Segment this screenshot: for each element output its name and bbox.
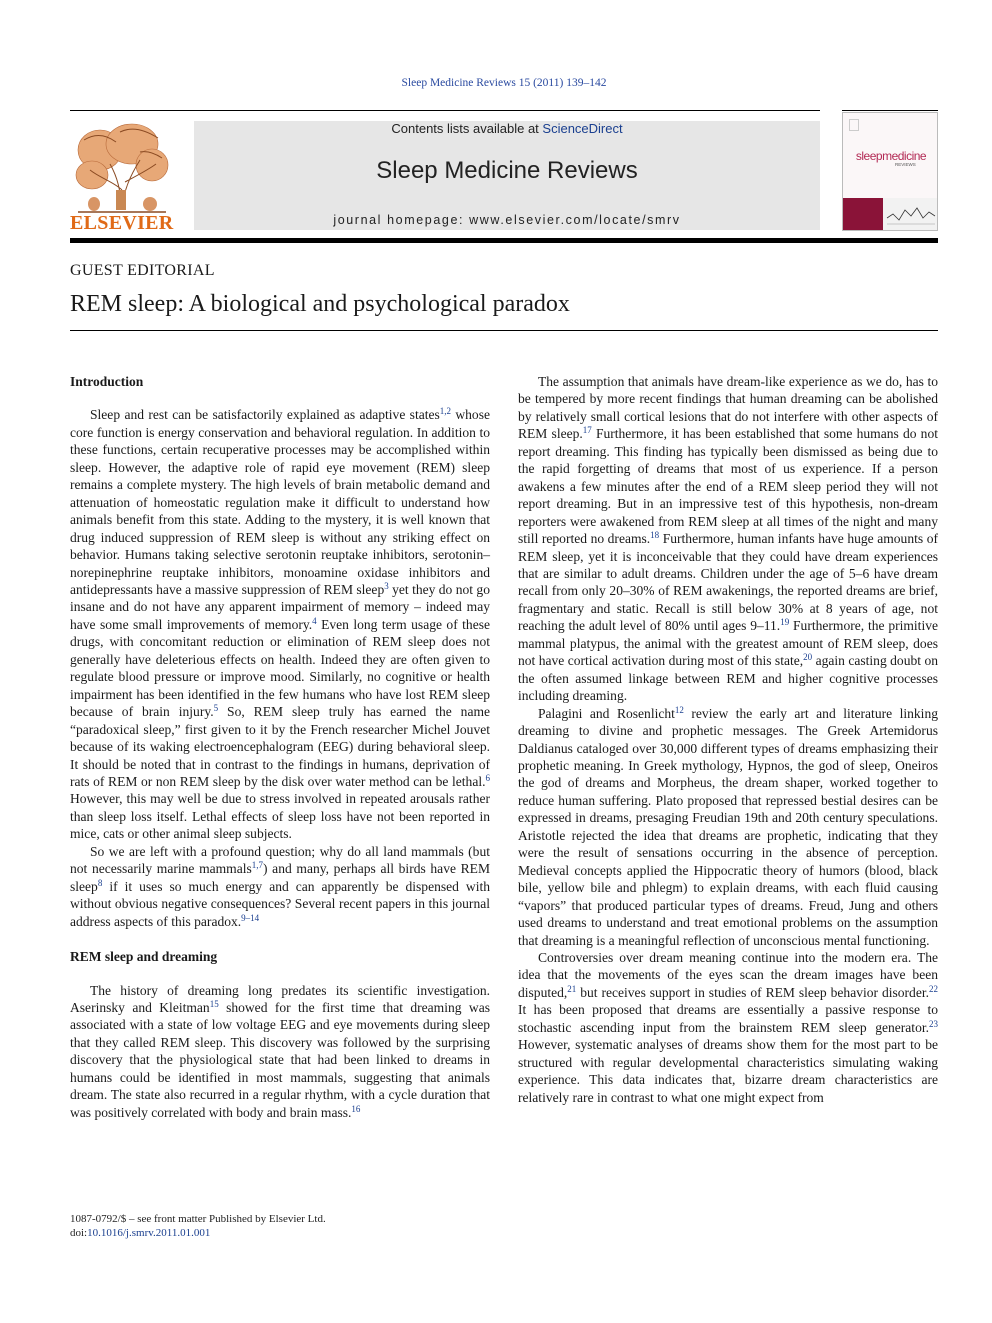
doi-line xyxy=(70,1226,326,1240)
heading-rem-sleep-and-dreaming: REM sleep and dreaming xyxy=(70,949,218,965)
reference-link[interactable]: 8 xyxy=(97,877,103,888)
reference-link[interactable]: 1,7 xyxy=(251,860,264,871)
reference-link[interactable]: 16 xyxy=(351,1103,361,1114)
contents-availability xyxy=(194,121,820,136)
reference-link[interactable]: 19 xyxy=(780,617,790,628)
reference-link[interactable]: 9–14 xyxy=(241,912,260,923)
text: So, REM sleep truly has earned the name “paradoxical sleep,” first given to it by the French researcher Michel Jouvet because of its waking electroencephalogram (EEG) during behavioral sleep. It should be noted that in contrast to the findings in humans, deprivation of rats of REM or non REM sleep by the disk over water method can be lethal. xyxy=(70,704,491,789)
reference-link[interactable]: 18 xyxy=(650,530,660,541)
text: again casting doubt on the often assumed linkage between REM and higher cognitive processes including dreaming. xyxy=(518,653,938,704)
journal-title: Sleep Medicine Reviews xyxy=(376,157,638,184)
paragraph xyxy=(518,949,938,1106)
text: So we are left with a profound question; why do all land mammals (but not necessarily marine mammals xyxy=(70,843,490,877)
text: review the early art and literature linking dreaming to divine and prophetic messages. The Greek Artemidorus Daldianus cataloged over 30,000 different types of dreams emphasizing their prophetic meaning. In Greek mythology, Hypnos, the god of sleep, Oneiros the god of dreams and Morpheus, the dream shaper, worked together to reduce human suffering. Plato proposed that repressed bestial desires can be expressed in dreams, presaging Freudian 19th and 20th century speculations. Aristotle rejected the idea that dreams are prophetic, indicating that they were the result of sensations occurring in the absence of perception. Medieval concepts applied the Hippocratic theory of humors (blood, black bile, yellow bile and phlegm) to explain dreams, with each fluid causing “vapors” that produced particular types of dreams. Freud, Jung and others used dreams to understand and treat emotional problems on the assumption that dreaming is a meaningful reflection of unconscious mental functioning. xyxy=(518,705,938,948)
cover-art xyxy=(883,198,938,231)
section-type: GUEST EDITORIAL xyxy=(70,262,215,279)
text: The history of dreaming long predates its scientific investigation. Aserinsky and Kleitman xyxy=(70,982,490,1015)
contents-prefix: Contents lists available at xyxy=(391,121,543,136)
cover-subtitle: REVIEWS xyxy=(895,162,916,167)
reference-link[interactable]: 22 xyxy=(929,983,938,994)
reference-link[interactable]: 21 xyxy=(567,983,577,994)
reference-link[interactable]: 5 xyxy=(213,703,219,714)
text: Even long term usage of these drugs, with concomitant reduction or elimination of REM sleep does not generally have deleterious effects on health. Indeed they are often given to regulate blood pressure or improve mood. Similarly, no cognitive or health impairment has been identified in the few humans who have lost REM sleep because of brain injury. xyxy=(70,616,490,720)
text: Palagini and Rosenlicht xyxy=(538,705,675,721)
text: showed for the first time that dreaming was associated with a state of low voltage EEG and eye movements during sleep that they called REM sleep. This discovery was followed by the surprising discovery that the physiological state that had been linked to dreams in humans could be identified in most mammals, suggesting that animals dream. The state also recurred in a regular rhythm, with a cycle duration that was positively correlated with body and brain mass. xyxy=(70,999,490,1120)
reference-link[interactable]: 1,2 xyxy=(439,406,452,417)
title-rule xyxy=(70,330,938,331)
journal-cover-thumbnail[interactable] xyxy=(842,112,938,231)
article-title: REM sleep: A biological and psychological paradox xyxy=(70,291,570,317)
heading-introduction: Introduction xyxy=(70,374,144,389)
reference-link[interactable]: 20 xyxy=(803,652,813,663)
text: Furthermore, the primitive mammal platypus, the animal with the greatest amount of REM sleep, does not have cortical activation during most of this state, xyxy=(518,618,938,669)
text: Furthermore, it has been established that some humans do not report dreaming. This finding has typically been dismissed as being due to the rapid forgetting of dreams that most of us experience. If a person awakens a few minutes after the end of a REM sleep period they will not report dreaming. But in an impressive test of this hypothesis, non-dream reporters were awakened from REM sleep at all times of the night and many still reported no dreams. xyxy=(518,426,938,547)
text: It has been proposed that dreams are essentially a passive response to stochastic ascending input from the brainstem REM sleep generator. xyxy=(518,1002,938,1035)
reference-link[interactable]: 6 xyxy=(485,772,490,783)
text: However, systematic analyses of dreams show them for the most part to be structured with regular developmental characteristics simulating waking experience. This data indicates that, bizarre dream characteristics are relatively rare in contrast to what one might expect from xyxy=(518,1037,938,1105)
left-column xyxy=(70,373,490,1121)
reference-link[interactable]: 3 xyxy=(384,580,389,591)
reference-link[interactable]: 17 xyxy=(582,425,592,436)
footer xyxy=(70,1212,326,1240)
sciencedirect-link[interactable]: ScienceDirect xyxy=(542,121,623,136)
elsevier-wordmark[interactable]: ELSEVIER xyxy=(70,212,174,234)
cover-title: sleepmedicine xyxy=(855,149,927,163)
text: but receives support in studies of REM sleep behavior disorder. xyxy=(576,984,929,1000)
text: whose core function is energy conservation and behavioral regulation. In addition to these functions, certain recuperative processes may be accomplished within sleep. However, the adaptive role of rapid eye movement (REM) sleep remains a complete mystery. The high levels of brain metabolic demand and attenuation of homeostatic regulation make it difficult to understand how animals benefit from this state. Adding to the mystery, it is well known that drug induced suppression of REM sleep is without any striking effect on behavior. Humans taking selective serotonin reuptake inhibitors, serotonin–norepinephrine reuptake inhibitors, monoamine oxidase inhibitors and antidepressants have a massive suppression of REM sleep xyxy=(70,407,490,597)
reference-link[interactable]: 15 xyxy=(209,998,219,1009)
text: Sleep and rest can be satisfactorily explained as adaptive states xyxy=(90,407,440,423)
text: Furthermore, human infants have huge amounts of REM sleep, yet it is inconceivable that they could have dream experiences that are similar to adult dreams. Children under the age of 5–6 have dream recall from only 20–30% of REM awakenings, the reported dreams are brief, fragmentary and static. Recall is still below 30% at 8 years of age, not reaching the adult level of 80% until ages 9–11. xyxy=(518,531,938,634)
text: if it uses so much energy and can apparently be dispensed with without obvious negative consequences? Several recent papers in this journal address aspects of this paradox. xyxy=(70,878,490,929)
cover-rule xyxy=(842,110,938,111)
reference-link[interactable]: 4 xyxy=(312,615,317,626)
reference-link[interactable]: 12 xyxy=(674,704,684,715)
journal-citation[interactable]: Sleep Medicine Reviews 15 (2011) 139–142 xyxy=(401,77,607,89)
cover-logo-mark xyxy=(849,119,859,131)
text: However, this may well be due to stress involved in repeated arousals rather than sleep loss itself. Lethal effects of sleep loss have not been reported in mice, cats or other animal sleep subjects. xyxy=(70,791,490,842)
paragraph xyxy=(70,406,490,842)
right-column xyxy=(518,373,938,1106)
text: ) and many, perhaps all birds have REM sleep xyxy=(70,861,491,894)
doi-link[interactable]: 10.1016/j.smrv.2011.01.001 xyxy=(87,1227,211,1239)
paragraph xyxy=(70,982,490,1122)
reference-link[interactable]: 23 xyxy=(929,1018,938,1029)
doi-prefix: doi: xyxy=(70,1227,88,1239)
text: The assumption that animals have dream-like experience as we do, has to be tempered by more recent findings that human dreaming can be abolished by relatively small cortical lesions that do not interfere with other aspects of REM sleep. xyxy=(518,374,938,442)
masthead-rule xyxy=(70,238,938,243)
journal-homepage[interactable]: journal homepage: www.elsevier.com/locate/smrv xyxy=(333,213,681,227)
paragraph xyxy=(70,843,490,930)
issn-line: 1087-0792/$ – see front matter Published by Elsevier Ltd. xyxy=(70,1213,326,1225)
header-rule xyxy=(70,110,820,111)
paragraph xyxy=(518,705,938,949)
cover-sleep-graph xyxy=(883,198,938,231)
text: yet they do not go insane and do not have any apparent impairment of memory – indeed may have some small improvements of memory. xyxy=(70,581,490,632)
paragraph xyxy=(518,373,938,705)
text: Controversies over dream meaning continue into the modern era. The idea that the movements of the eyes scan the dream images have been disputed, xyxy=(518,949,938,1000)
